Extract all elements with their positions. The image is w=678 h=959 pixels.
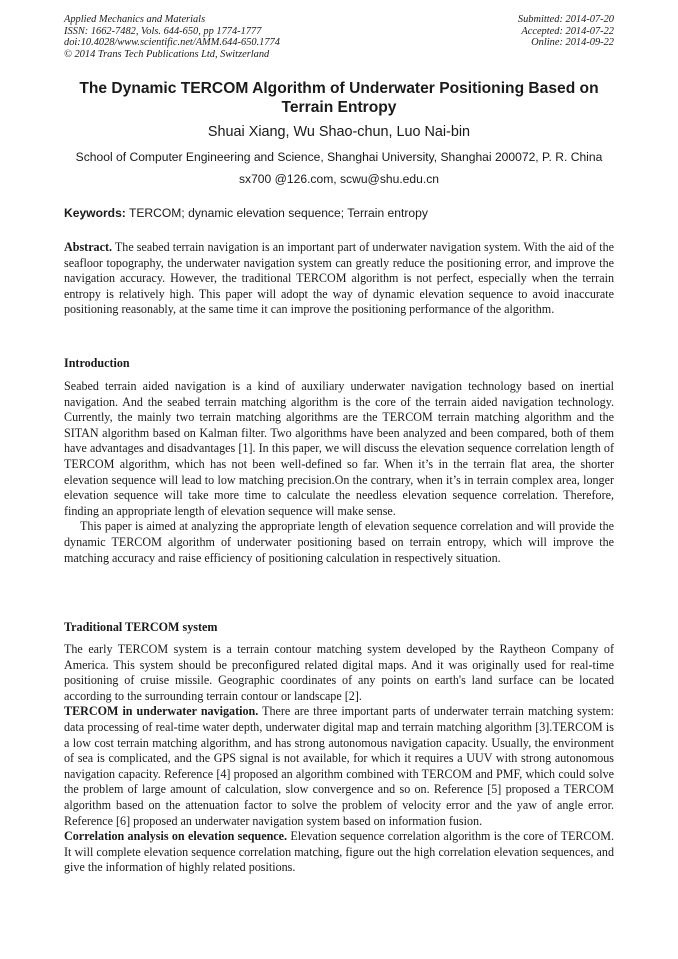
traditional-paragraph-1: The early TERCOM system is a terrain contour matching system developed by the Raytheon Company of America. This system should be preconfigured related digital maps. And it was originally used for real-time positioning of cruise missile. Geographic coordinates of any points on earth's land surface can be located according to the surrounding terrain contour or landscape [2]. [64,642,614,703]
underwater-text: There are three important parts of underwater terrain matching system: data processing of real-time water depth, underwater digital map and terrain matching algorithm [3].TERCOM is a low cost terrain matching algorithm, and has strong autonomous navigation capacity. Usually, the environment of sea is complicated, and the GPS signal is not available, for which it requires a UUV with strong autonomous navigation capacity. Reference [4] proposed an algorithm combined with TERCOM and PMF, which could solve the problem of large amount of calculation, slow convergence and so on. Reference [5] proposed a TERCOM algorithm based on the attenuation factor to solve the problem of velocity error and the yaw of angle error. Reference [6] proposed an underwater navigation system based on information fusion. [64,704,614,828]
journal-name: Applied Mechanics and Materials [64,14,206,25]
traditional-body [64,642,614,876]
traditional-paragraph-2 [64,704,614,829]
underwater-subheading: TERCOM in underwater navigation. [64,704,259,719]
copyright-line: © 2014 Trans Tech Publications Ltd, Switzerland [64,48,270,60]
doi-line: doi:10.4028/www.scientific.net/AMM.644-650.1774 [64,37,280,48]
issn-line: ISSN: 1662-7482, Vols. 644-650, pp 1774-1777 [64,25,262,37]
online-date: Online: 2014-09-22 [531,37,614,48]
section-heading-introduction: Introduction [64,356,130,370]
affiliation: School of Computer Engineering and Science, Shanghai University, Shanghai 200072, P. R. China [75,150,603,164]
introduction-paragraph-1: Seabed terrain aided navigation is a kind of auxiliary underwater navigation technology based on inertial navigation. And the seabed terrain matching algorithm is the core of the terrain aided navigation technology. Currently, the mainly two terrain matching algorithms are the TERCOM terrain matching algorithm and the SITAN algorithm based on Kalman filter. Two algorithms have been analyzed and been compared, both of them have advantages and disadvantages [1]. In this paper, we will discuss the elevation sequence correlation length of TERCOM algorithm, which has not been well-defined so far. When it’s in the terrain flat area, the shorter elevation sequence will lead to low matching precision.On the contrary, when it’s in terrain complex area, longer elevation sequence will take more time to calculate the needless elevation sequence correlation. Therefore, finding an appropriate length of elevation sequence will make sense. [64,379,614,518]
abstract-text: The seabed terrain navigation is an important part of underwater navigation system. With the aid of the seafloor topography, the underwater navigation system can greatly reduce the positioning error, and improve the navigation accuracy. However, the traditional TERCOM algorithm is not perfect, especially when the terrain entropy is relatively high. This paper will adopt the way of dynamic elevation sequence to avoid inaccurate positioning reasonably, at the same time it can improve the positioning performance of the algorithm. [64,240,614,317]
dates-info [518,14,614,49]
publication-info [64,14,280,60]
introduction-paragraph-2: This paper is aimed at analyzing the appropriate length of elevation sequence correlation and will provide the dynamic TERCOM algorithm of underwater positioning based on terrain entropy, which will improve the matching accuracy and raise efficiency of positioning calculation in respectively situation. [64,519,614,565]
section-heading-traditional: Traditional TERCOM system [64,620,218,634]
keywords-label: Keywords: [64,206,126,220]
introduction-body [64,379,614,566]
abstract-label: Abstract. [64,240,113,254]
author-list: Shuai Xiang, Wu Shao-chun, Luo Nai-bin [207,124,471,140]
abstract [64,240,614,318]
correlation-text: Elevation sequence correlation algorithm is the core of TERCOM. It will complete elevation sequence correlation matching, figure out the high correlation elevation sequences, and give the information of highly related positions. [64,829,615,875]
accepted-date: Accepted: 2014-07-22 [521,25,614,37]
paper-title: The Dynamic TERCOM Algorithm of Underwater Positioning Based on Terrain Entropy [79,80,599,116]
keywords-text: TERCOM; dynamic elevation sequence; Terrain entropy [125,206,428,220]
correlation-subheading: Correlation analysis on elevation sequence. [64,829,288,844]
author-emails: sx700 @126.com, scwu@shu.edu.cn [238,172,439,186]
keywords [64,206,614,220]
traditional-paragraph-3 [64,829,614,876]
submitted-date: Submitted: 2014-07-20 [517,14,614,25]
